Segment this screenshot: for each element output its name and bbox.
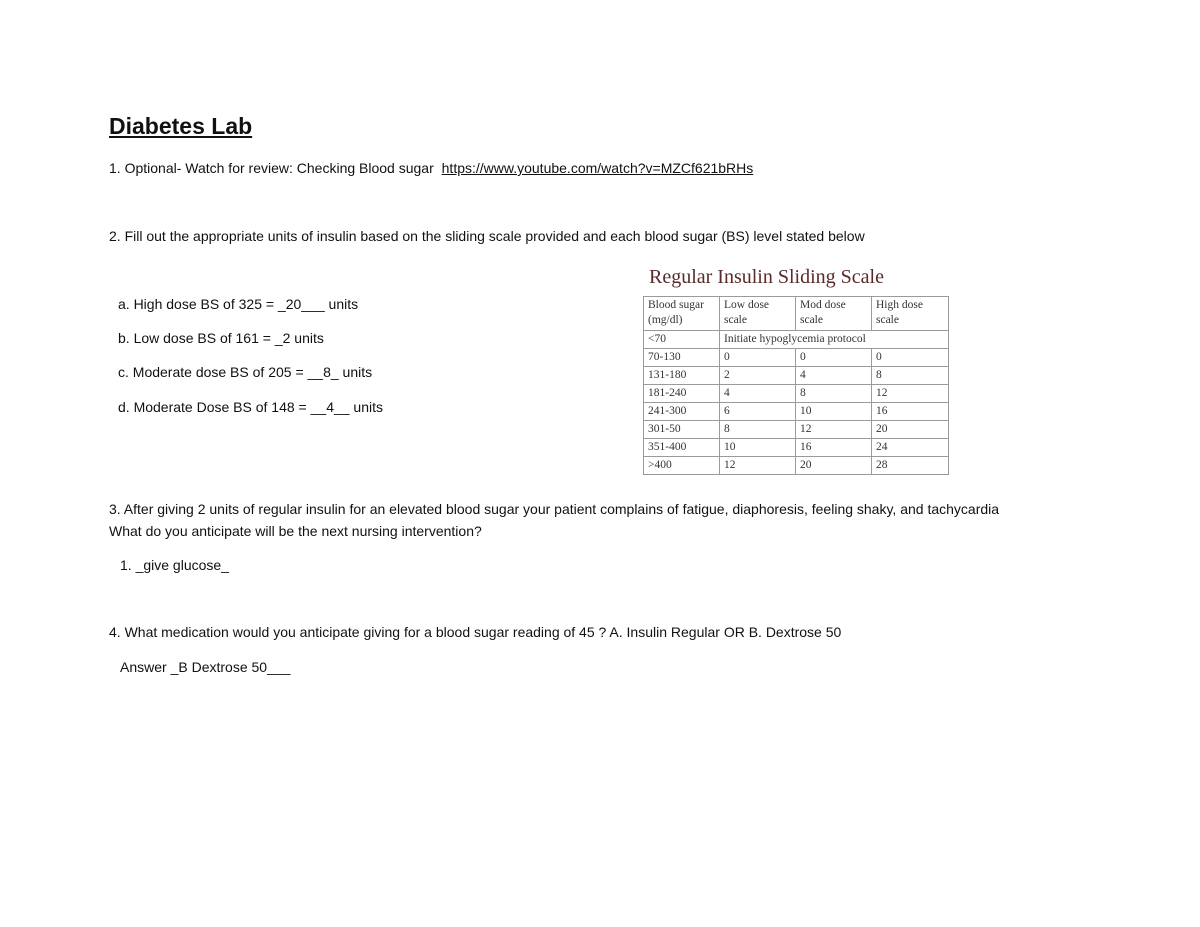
question-4-answer: Answer _B Dextrose 50___ — [120, 659, 291, 675]
table-cell: 131-180 — [644, 367, 720, 385]
table-cell: 4 — [796, 367, 872, 385]
table-row — [644, 385, 949, 403]
table-row — [644, 349, 949, 367]
table-header-row — [644, 297, 949, 331]
table-cell: 10 — [720, 439, 796, 457]
table-cell: 8 — [720, 421, 796, 439]
question-3-line-1: 3. After giving 2 units of regular insulin for an elevated blood sugar your patient complains of fatigue, diaphoresis, feeling shaky, and tachycardia — [109, 501, 1000, 517]
table-cell: 241-300 — [644, 403, 720, 421]
table-cell: 12 — [796, 421, 872, 439]
question-2-item-a: a. High dose BS of 325 = _20___ units — [118, 296, 359, 312]
table-row — [644, 439, 949, 457]
table-row — [644, 421, 949, 439]
table-cell: 16 — [796, 439, 872, 457]
table-row-hypo — [644, 331, 949, 349]
question-3-answer: 1. _give glucose_ — [120, 557, 229, 573]
table-cell: 181-240 — [644, 385, 720, 403]
header-mod-dose: Mod dose scale — [796, 297, 872, 331]
table-cell: 2 — [720, 367, 796, 385]
question-1-text: 1. Optional- Watch for review: Checking Blood sugar — [109, 160, 434, 176]
question-2-item-c: c. Moderate dose BS of 205 = __8_ units — [118, 364, 373, 380]
question-3-line-2: What do you anticipate will be the next nursing intervention? — [109, 523, 482, 539]
question-1 — [109, 160, 753, 176]
table-cell: 301-50 — [644, 421, 720, 439]
table-row — [644, 457, 949, 475]
table-cell: 20 — [872, 421, 949, 439]
table-cell: 4 — [720, 385, 796, 403]
table-cell: 8 — [872, 367, 949, 385]
page-title: Diabetes Lab — [109, 113, 253, 139]
question-4: 4. What medication would you anticipate giving for a blood sugar reading of 45 ? A. Insulin Regular OR B. Dextrose 50 — [109, 624, 842, 640]
hypo-protocol: Initiate hypoglycemia protocol — [720, 331, 949, 349]
table-cell: 12 — [720, 457, 796, 475]
table-row — [644, 367, 949, 385]
table-cell: 351-400 — [644, 439, 720, 457]
table-cell: 0 — [872, 349, 949, 367]
header-blood-sugar: Blood sugar (mg/dl) — [644, 297, 720, 331]
header-high-dose: High dose scale — [872, 297, 949, 331]
table-cell: 28 — [872, 457, 949, 475]
sliding-scale-table — [643, 296, 949, 475]
video-link[interactable]: https://www.youtube.com/watch?v=MZCf621bRHs — [441, 160, 754, 176]
table-cell: 20 — [796, 457, 872, 475]
table-row — [644, 403, 949, 421]
question-2-item-b: b. Low dose BS of 161 = _2 units — [118, 330, 324, 346]
table-cell: 6 — [720, 403, 796, 421]
table-cell: 10 — [796, 403, 872, 421]
header-low-dose: Low dose scale — [720, 297, 796, 331]
table-cell: 0 — [796, 349, 872, 367]
table-cell: 24 — [872, 439, 949, 457]
sliding-scale-title: Regular Insulin Sliding Scale — [649, 266, 884, 288]
question-2: 2. Fill out the appropriate units of insulin based on the sliding scale provided and each blood sugar (BS) level stated below — [109, 228, 865, 244]
table-cell: 70-130 — [644, 349, 720, 367]
table-cell: 0 — [720, 349, 796, 367]
question-2-item-d: d. Moderate Dose BS of 148 = __4__ units — [118, 399, 384, 415]
table-cell: 8 — [796, 385, 872, 403]
table-cell: 12 — [872, 385, 949, 403]
hypo-range: <70 — [644, 331, 720, 349]
table-cell: >400 — [644, 457, 720, 475]
table-cell: 16 — [872, 403, 949, 421]
